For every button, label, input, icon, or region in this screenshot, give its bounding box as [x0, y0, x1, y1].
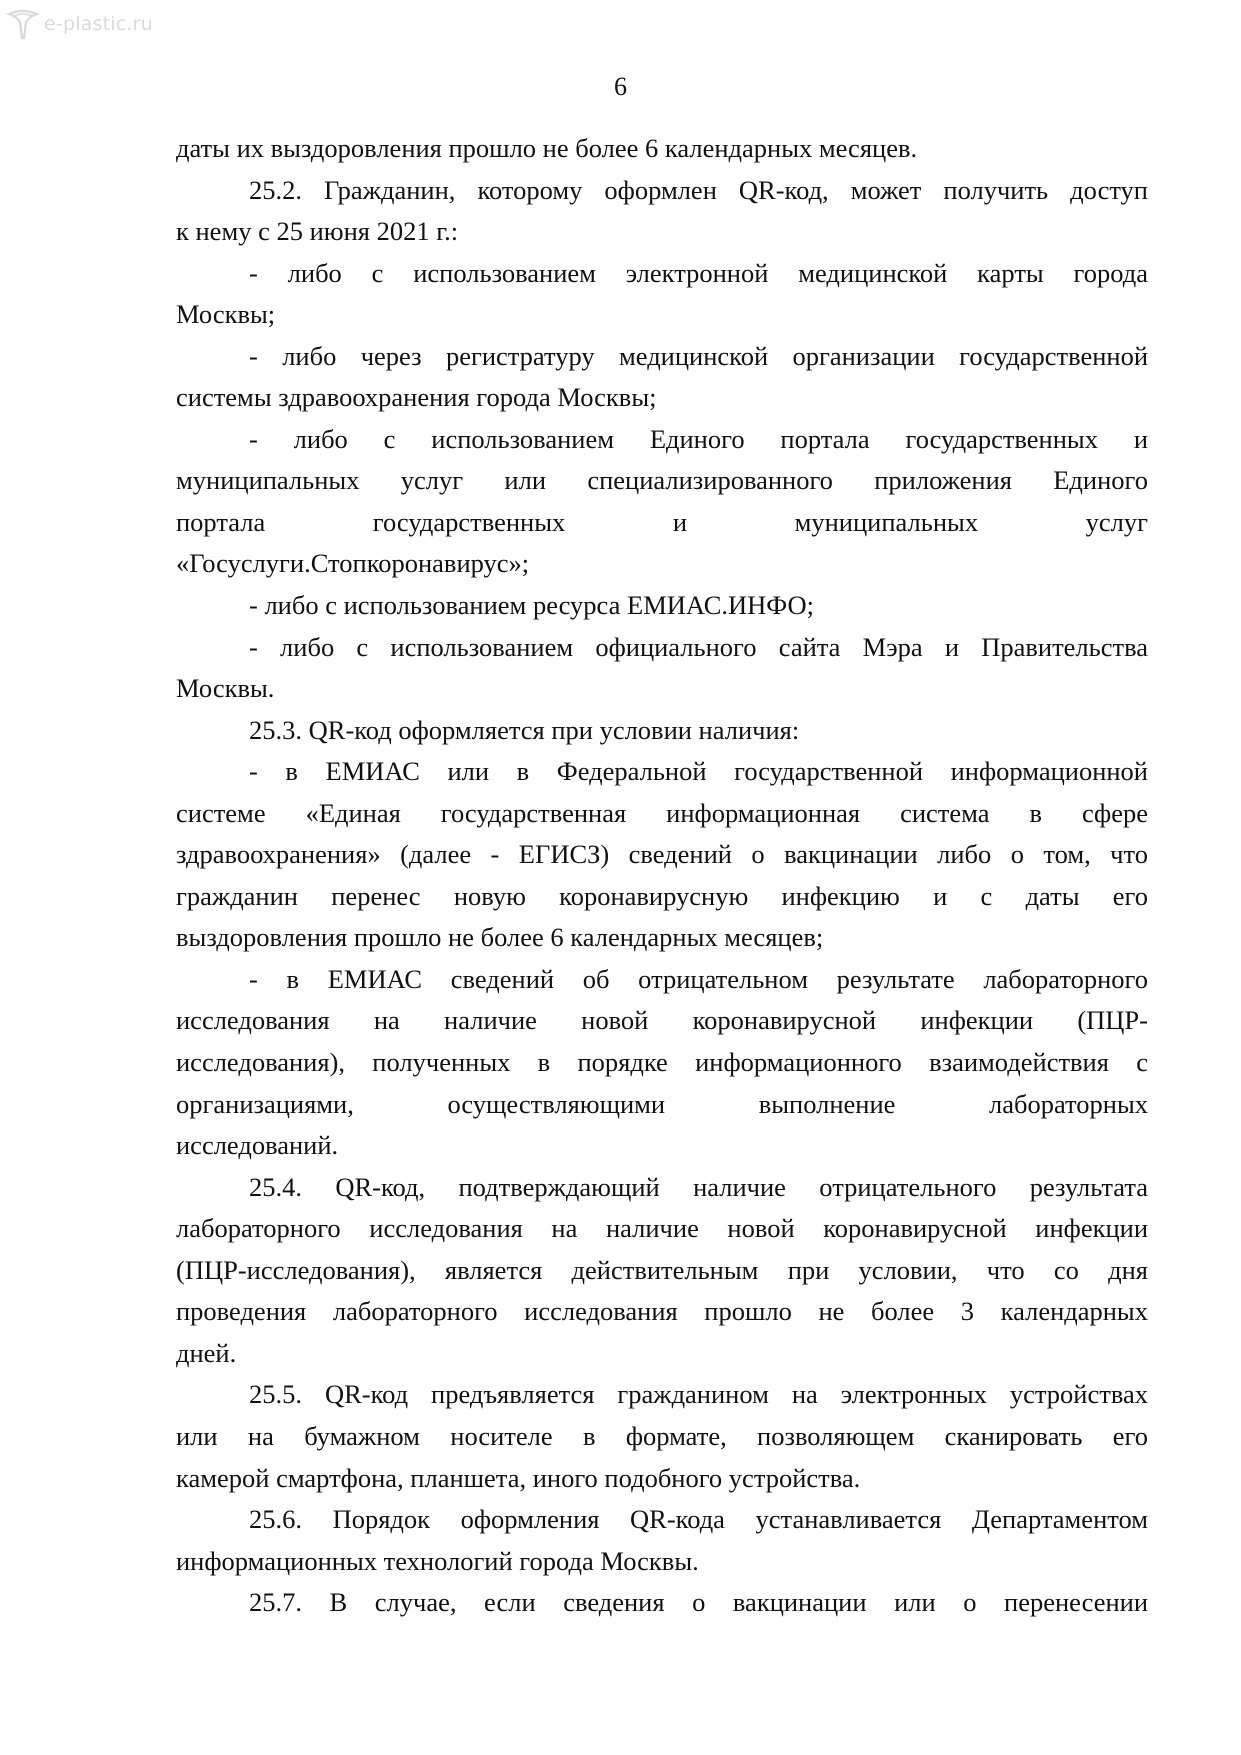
text-line: системе «Единая государственная информационная система в сфере [176, 797, 1148, 828]
text-line: - либо с использованием ресурса ЕМИАС.ИНФО; [249, 590, 815, 621]
text-line: 25.7. В случае, если сведения о вакцинации или о перенесении [249, 1587, 1148, 1618]
text-line: исследований. [176, 1130, 339, 1161]
text-line: - в ЕМИАС или в Федеральной государственной информационной [249, 756, 1148, 787]
text-line: исследования), полученных в порядке информационного взаимодействия с [176, 1047, 1148, 1078]
text-line: гражданин перенес новую коронавирусную инфекцию и с даты его [176, 880, 1148, 911]
text-line: дней. [176, 1337, 237, 1368]
text-line: даты их выздоровления прошло не более 6 календарных месяцев. [176, 133, 918, 163]
text-line: или на бумажном носителе в формате, позволяющем сканировать его [176, 1420, 1148, 1451]
text-line: 25.3. QR-код оформляется при условии наличия: [249, 714, 800, 745]
text-line: «Госуслуги.Стопкоронавирус»; [176, 548, 530, 579]
text-line: 25.5. QR-код предъявляется гражданином на электронных устройствах [249, 1379, 1148, 1410]
text-line: Москвы. [176, 673, 275, 704]
text-line: 25.2. Гражданин, которому оформлен QR-код, может получить доступ [249, 174, 1148, 205]
text-line: (ПЦР-исследования), является действительным при условии, что со дня [176, 1254, 1148, 1285]
text-line: организациями, осуществляющими выполнение лабораторных [176, 1088, 1148, 1119]
watermark [6, 8, 153, 40]
text-line: проведения лабораторного исследования прошло не более 3 календарных [176, 1296, 1148, 1327]
text-line: - либо через регистратуру медицинской организации государственной [249, 340, 1148, 371]
text-line: - либо с использованием электронной медицинской карты города [249, 257, 1148, 288]
text-line: системы здравоохранения города Москвы; [176, 382, 657, 413]
text-line: - либо с использованием официального сайта Мэра и Правительства [249, 631, 1148, 662]
text-line: выздоровления прошло не более 6 календарных месяцев; [176, 922, 824, 953]
text-line: 25.6. Порядок оформления QR-кода устанавливается Департаментом [249, 1504, 1148, 1535]
text-line: Москвы; [176, 299, 276, 330]
text-line: информационных технологий города Москвы. [176, 1545, 699, 1576]
page-number: 6 [614, 72, 627, 101]
text-line: - либо с использованием Единого портала государственных и [249, 423, 1148, 454]
text-line: муниципальных услуг или специализированного приложения Единого [176, 465, 1148, 496]
text-line: здравоохранения» (далее - ЕГИСЗ) сведений о вакцинации либо о том, что [176, 839, 1148, 870]
text-line: - в ЕМИАС сведений об отрицательном результате лабораторного [249, 963, 1148, 994]
text-line: лабораторного исследования на наличие новой коронавирусной инфекции [176, 1213, 1148, 1244]
text-line: портала государственных и муниципальных услуг [176, 506, 1148, 537]
document-body [176, 128, 1148, 1624]
e-plastic-logo-icon [6, 8, 40, 40]
text-line: исследования на наличие новой коронавирусной инфекции (ПЦР- [176, 1005, 1148, 1036]
watermark-text: e-plastic.ru [44, 13, 153, 35]
text-line: к нему с 25 июня 2021 г.: [176, 216, 459, 247]
text-line: 25.4. QR-код, подтверждающий наличие отрицательного результата [249, 1171, 1148, 1202]
text-line: камерой смартфона, планшета, иного подобного устройства. [176, 1462, 861, 1493]
